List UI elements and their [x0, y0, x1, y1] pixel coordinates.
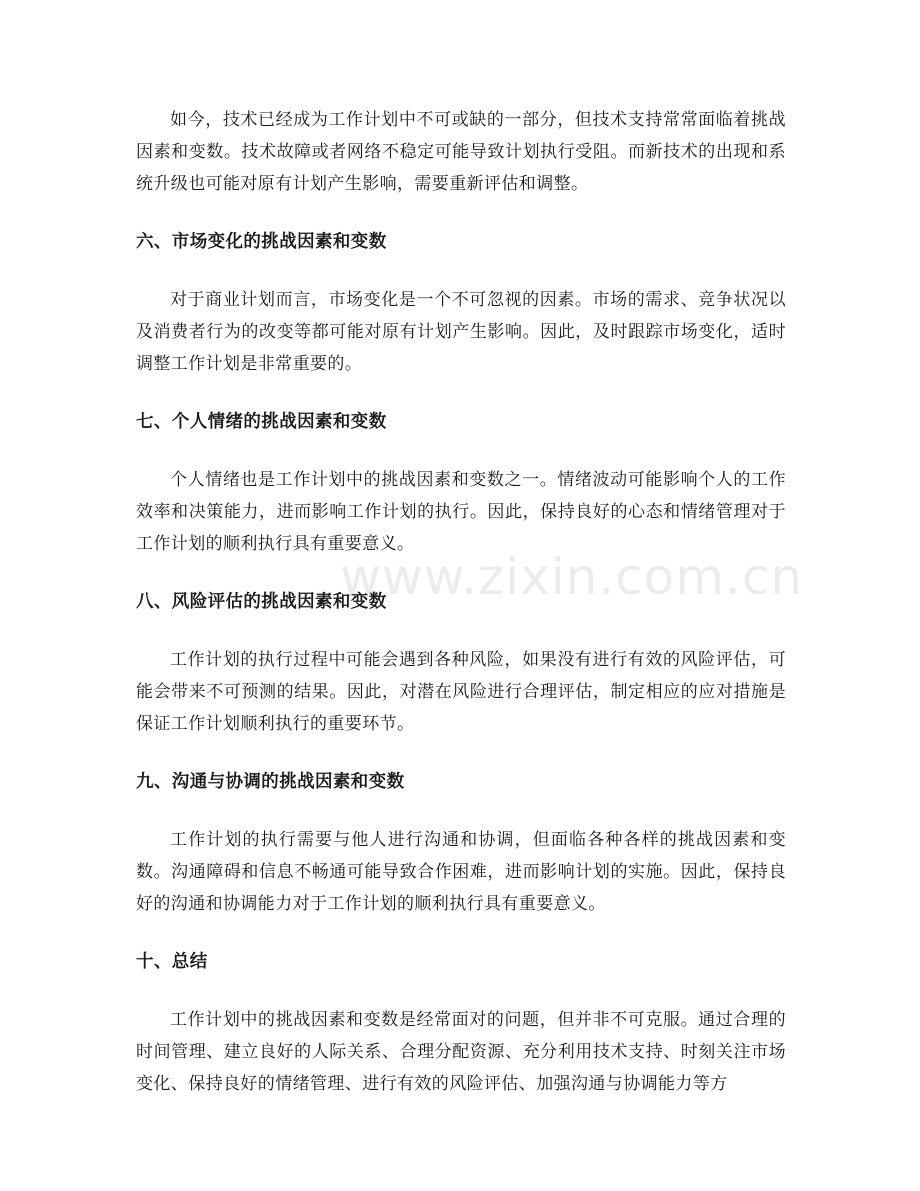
heading-emotion: 七、个人情绪的挑战因素和变数: [136, 412, 387, 432]
paragraph-summary: 工作计划中的挑战因素和变数是经常面对的问题，但并非不可克服。通过合理的时间管理、建立良好的人际关系、合理分配资源、充分利用技术支持、时刻关注市场变化、保持良好的情绪管理、进行有效的风险评估、加强沟通与协调能力等方: [136, 1010, 786, 1094]
paragraph-emotion: 个人情绪也是工作计划中的挑战因素和变数之一。情绪波动可能影响个人的工作效率和决策能力，进而影响工作计划的执行。因此，保持良好的心态和情绪管理对于工作计划的顺利执行具有重要意义。: [136, 470, 786, 554]
paragraph-risk: 工作计划的执行过程中可能会遇到各种风险，如果没有进行有效的风险评估，可能会带来不可预测的结果。因此，对潜在风险进行合理评估，制定相应的应对措施是保证工作计划顺利执行的重要环节。: [136, 650, 786, 734]
paragraph-communication: 工作计划的执行需要与他人进行沟通和协调，但面临各种各样的挑战因素和变数。沟通障碍和信息不畅通可能导致合作困难，进而影响计划的实施。因此，保持良好的沟通和协调能力对于工作计划的顺利执行具有重要意义。: [136, 830, 786, 914]
watermark: www.zixin.com.cn: [340, 548, 804, 606]
paragraph-market: 对于商业计划而言，市场变化是一个不可忽视的因素。市场的需求、竞争状况以及消费者行为的改变等都可能对原有计划产生影响。因此，及时跟踪市场变化，适时调整工作计划是非常重要的。: [136, 290, 786, 374]
heading-risk: 八、风险评估的挑战因素和变数: [136, 592, 387, 612]
heading-communication: 九、沟通与协调的挑战因素和变数: [136, 772, 405, 792]
paragraph-technology: 如今，技术已经成为工作计划中不可或缺的一部分，但技术支持常常面临着挑战因素和变数。技术故障或者网络不稳定可能导致计划执行受阻。而新技术的出现和系统升级也可能对原有计划产生影响，需要重新评估和调整。: [136, 110, 786, 194]
heading-market: 六、市场变化的挑战因素和变数: [136, 232, 387, 252]
heading-summary: 十、总结: [136, 952, 208, 972]
